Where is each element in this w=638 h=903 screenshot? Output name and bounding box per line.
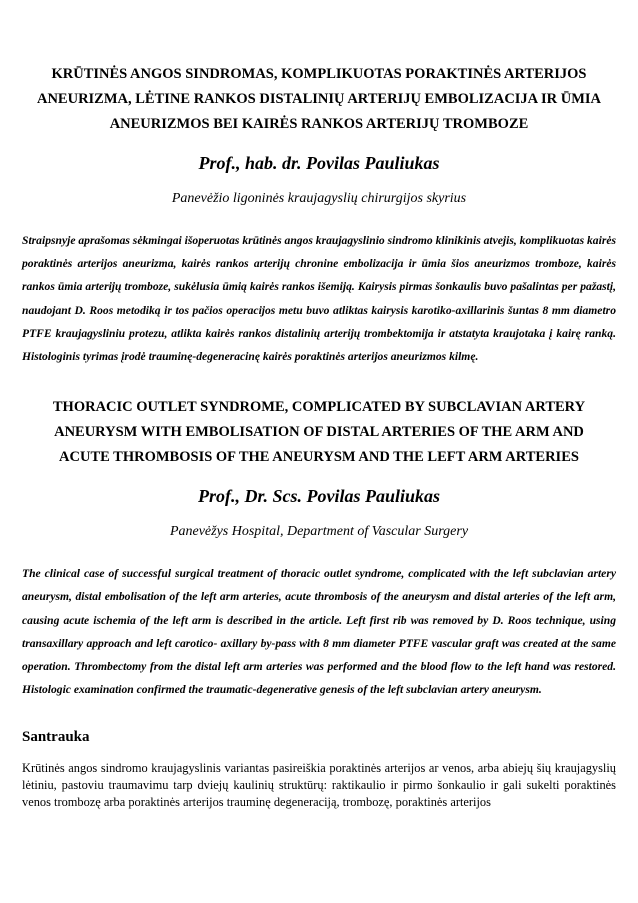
affiliation-lithuanian: Panevėžio ligoninės kraujagyslių chirurgijos skyrius [171,191,467,206]
section-heading-santrauka: Santrauka [22,729,90,746]
title-lithuanian: KRŪTINĖS ANGOS SINDROMAS, KOMPLIKUOTAS PORAKTINĖS ARTERIJOS ANEURIZMA, LĖTINE RANKOS DISTALINIŲ ARTERIJŲ EMBOLIZACIJA IR ŪMIA ANEURIZMOS BEI KAIRĖS RANKOS ARTERIJŲ TROMBOZE [36,66,601,132]
summary-paragraph: Krūtinės angos sindromo kraujagyslinis variantas pasireiškia poraktinės arterijos ar venos, arba abiejų šių kraujagyslių lėtiniu, pastoviu traumavimu tarp dviejų kaulinių struktūrų: raktikaulio ir pirmo šonkaulio ir gali sukelti poraktinės venos trombozę arba poraktinės arterijos trauminę degeneraciją, trombozę, poraktinės arterijos [22,761,616,810]
author-lithuanian: Prof., hab. dr. Povilas Pauliukas [198,153,440,173]
affiliation-english: Panevėžys Hospital, Department of Vascular Surgery [169,524,469,540]
abstract-english: The clinical case of successful surgical treatment of thoracic outlet syndrome, complicated with the left subclavian artery aneurysm, distal embolisation of the left arm arteries, acute thrombosis of the aneurysm and distal arteries of the left arm, causing acute ischemia of the left arm is described in the article. Left first rib was removed by D. Roos technique, using transaxillary approach and left carotico- axillary by-pass with 8 mm diameter PTFE vascular graft was created at the same operation. Thrombectomy from the distal left arm arteries was performed and the blood flow to the left hand was restored. Histologic examination confirmed the traumatic-degenerative genesis of the left subclavian artery aneurysm. [22,567,616,697]
author-english: Prof., Dr. Scs. Povilas Pauliukas [197,486,441,507]
title-english: THORACIC OUTLET SYNDROME, COMPLICATED BY SUBCLAVIAN ARTERY ANEURYSM WITH EMBOLISATION OF DISTAL ARTERIES OF THE ARM AND ACUTE THROMBOSIS OF THE ANEURYSM AND THE LEFT ARM ARTERIES [52,399,586,466]
abstract-lithuanian: Straipsnyje aprašomas sėkmingai išoperuotas krūtinės angos kraujagyslinio sindromo klinikinis atvejis, komplikuotas kairės poraktinės arterijos aneurizma, kairės rankos arterijų chronine embolizacija ir ūmia šios aneurizmos tromboze, kairės rankos ūmia arterijų tromboze, sukėlusia ūmią kairės rankos išemiją. Kairysis pirmas šonkaulis buvo pašalintas per pažastį, naudojant D. Roos metodiką ir tos pačios operacijos metu buvo atliktas kairysis karotiko-axillarinis šuntas 8 mm diametro PTFE kraujagysliniu protezu, atlikta kairės rankos distalinių arterijų trombektomija ir atstatyta kraujotaka į kairę ranką. Histologinis tyrimas įrodė trauminę-degeneracinę kairės poraktinės arterijos aneurizmos kilmę. [22,234,616,364]
